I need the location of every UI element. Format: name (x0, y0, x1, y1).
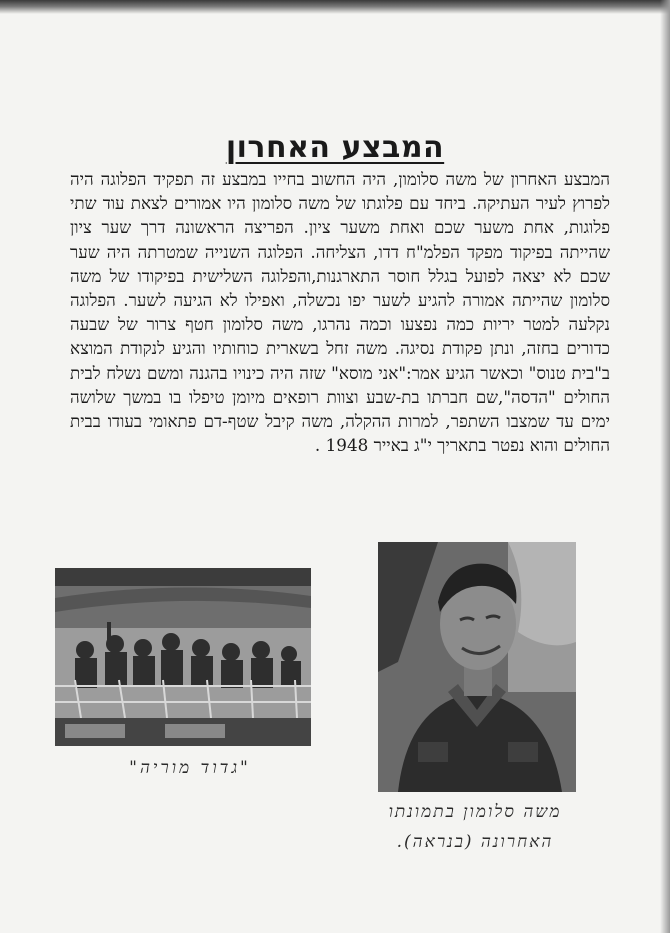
scan-right-edge (660, 0, 670, 933)
portrait-caption-line2: האחרונה (בנראה). (396, 832, 554, 852)
scan-top-edge (0, 0, 670, 14)
portrait-photo (378, 542, 576, 792)
page-title: המבצע האחרון (225, 130, 445, 165)
portrait-caption (355, 797, 595, 857)
portrait-caption-line1: משה סלומון בתמונתו (388, 802, 562, 822)
group-photo (55, 568, 311, 746)
group-photo-caption: "גדוד מוריה" (129, 758, 251, 778)
body-paragraph: המבצע האחרון של משה סלומון, היה החשוב בחייו במבצע זה תפקיד הפלוגה היה לפרוץ לעיר העתיקה. ביחד עם פלוגתו של משה סלומון היו אמורים לצאת עוד שתי פלוגות, אחת משער שכם ואחת משער ציון. הפריצה הראשונה דרך שער ציון שהייתה בפיקוד מפקד הפלמ"ח דדו, הצליחה. הפלוגה השנייה שמטרתה היה שער שכם לא יצאה לפועל בגלל חוסר התארגנות,והפלוגה השלישית בפיקודו של משה סלומון שהייתה אמורה להגיע לשער יפו נכשלה, ואפילו לא הגיעה לשער. הפלוגה נקלעה למטר יריות כמה נפצעו וכמה נהרגו, משה סלומון חטף צרור של שבעה כדורים בחזה, ונתן פקודת נסיגה. משה זחל בשארית כוחותיו והגיע לנקודת המוצא ב"בית טנוס" וכאשר הגיע אמר:"אני מוסא" שזה היה כינויו בהגנה ומשם נשלח לבית החולים "הדסה",שם חברתו בת-שבע וצוות רופאים מיומן טיפלו בו במשך שלושה ימים עד שמצבו השתפר, למרות ההקלה, משה קיבל שטף-דם פתאומי בעודו בבית החולים והוא נפטר בתאריך י"ג באייר 1948 . (70, 169, 610, 456)
group-photo-image (55, 568, 311, 746)
portrait-photo-image (378, 542, 576, 792)
